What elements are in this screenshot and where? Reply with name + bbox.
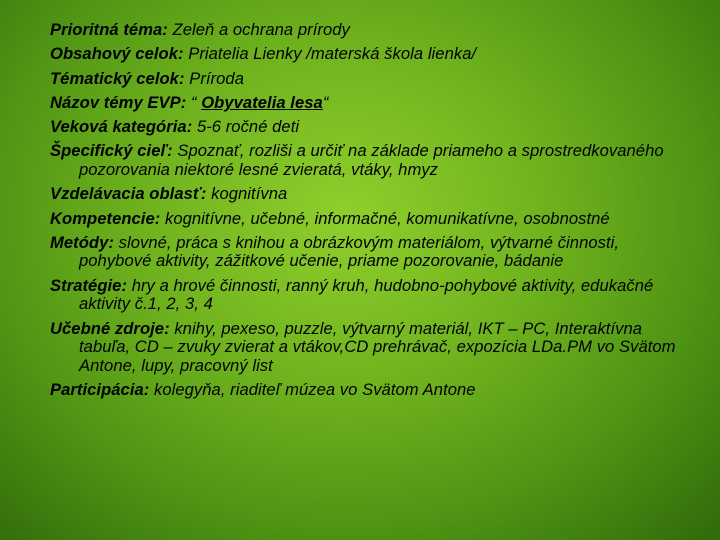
list-item-strategie (50, 277, 690, 314)
list-item-specificky-ciel (50, 142, 690, 179)
item-label: Veková kategória: (50, 117, 193, 137)
item-label: Učebné zdroje: (50, 318, 170, 338)
item-value: hry a hrové činnosti, ranný kruh, hudobno-pohybové aktivity, edukačné aktivity č.1, 2, 3, 4 (79, 275, 654, 314)
item-value: Spoznať, rozliši a určiť na základe priameho a sprostredkovaného pozorovania niektoré lesné zvieratá, vtáky, hmyz (79, 141, 664, 179)
item-label: Stratégie: (50, 275, 128, 295)
item-value: Priatelia Lienky /materská škola lienka/ (183, 44, 477, 64)
item-label: Kompetencie: (50, 208, 161, 228)
list-item-ucebne-zdroje (50, 320, 690, 376)
item-label: Prioritná téma: (50, 20, 168, 39)
item-value: 5-6 ročné deti (192, 117, 300, 137)
item-value: Zeleň a ochrana prírody (167, 20, 350, 39)
item-label: Názov témy EVP: (50, 92, 187, 112)
item-value-suffix: “ (322, 92, 329, 112)
item-value-prefix: “ (186, 92, 202, 112)
item-value: knihy, pexeso, puzzle, výtvarný materiál, IKT – PC, Interaktívna tabuľa, CD – zvuky zvierat a vtákov,CD prehrávač, expozícia LDa.PM vo Svätom Antone, lupy, pracovný list (79, 318, 676, 375)
list-item-participacia (50, 381, 690, 400)
list-item-tematicky-celok (50, 70, 690, 89)
item-label: Obsahový celok: (50, 44, 184, 64)
list-item-nazov-temy (50, 94, 690, 113)
item-value: kognitívne, učebné, informačné, komunikatívne, osobnostné (160, 208, 610, 228)
item-value: Príroda (184, 68, 244, 88)
list-item-kompetencie (50, 210, 690, 229)
list-item-vzdelavacia-oblast (50, 185, 690, 204)
item-value: kolegyňa, riaditeľ múzea vo Svätom Antone (149, 380, 476, 400)
list-item-prioritna-tema (50, 21, 690, 40)
topic-title: Obyvatelia lesa (201, 92, 323, 112)
item-label: Tématický celok: (50, 68, 185, 88)
item-label: Špecifický cieľ: (50, 141, 173, 161)
list-item-vekova-kategoria (50, 118, 690, 137)
list-item-metody (50, 234, 690, 271)
item-label: Vzdelávacia oblasť: (50, 184, 207, 204)
item-value: slovné, práca s knihou a obrázkovým materiálom, výtvarné činnosti, pohybové aktivity, zážitkové učenie, priame pozorovanie, bádanie (79, 232, 620, 271)
slide-content (50, 21, 690, 405)
list-item-obsahovy-celok (50, 45, 690, 64)
item-label: Participácia: (50, 380, 150, 400)
item-value: kognitívna (206, 184, 288, 204)
item-label: Metódy: (50, 232, 114, 252)
